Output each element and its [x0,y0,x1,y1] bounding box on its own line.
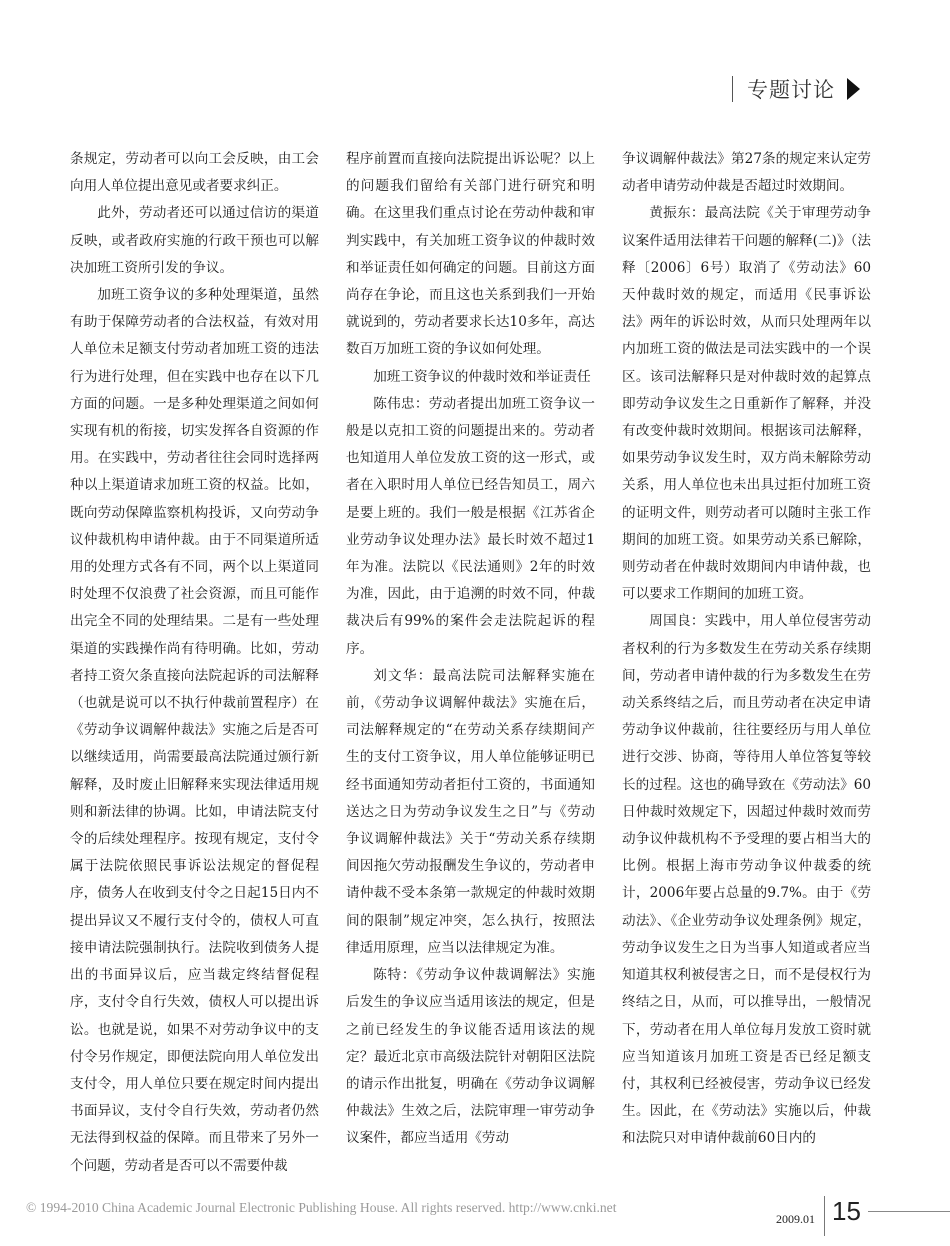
paragraph: 此外，劳动者还可以通过信访的渠道反映，或者政府实施的行政干预也可以解决加班工资所引发的争议。 [70,205,319,276]
paragraph: 周国良：实践中，用人单位侵害劳动者权利的行为多数发生在劳动关系存续期间，劳动者申请仲裁的行为多数发生在劳动关系终结之后，而且劳动者在决定申请劳动争议仲裁前，往往要经历与用人单位进行交涉、协商，等待用人单位答复等较长的过程。这也的确导致在《劳动法》60日仲裁时效规定下，因超过仲裁时效而劳动争议仲裁机构不予受理的要占相当大的比例。根据上海市劳动争议仲裁委的统计，2006年要占总量的9.7%。由于《劳动法》、《企业劳动争议处理条例》规定，劳动争议发生之日为当事人知道或者应当知道其权利被侵害之日，而不是侵权行为终结之日，从而，可以推导出，一般情况下，劳动者在用人单位每月发放工资时就应当知道该月加班工资是否已经足额支付，其权利已经被侵害，劳动争议已经发生。因此，在《劳动法》实施以后，仲裁和法院只对申请仲裁前60日内的 [622,613,871,1147]
text-column-2 [346,146,595,1153]
issue-number: 2009.01 [776,1212,815,1226]
section-header [732,72,932,106]
arrow-right-icon [847,78,860,100]
header-divider [732,76,733,102]
page-footer [0,1192,950,1242]
section-title: 专题讨论 [747,78,835,102]
paragraph: 加班工资争议的多种处理渠道，虽然有助于保障劳动者的合法权益，有效对用人单位未足额支付劳动者加班工资的违法行为进行处理，但在实践中也存在以下几方面的问题。一是多种处理渠道之间如何实现有机的衔接，切实发挥各自资源的作用。在实践中，劳动者往往会同时选择两种以上渠道请求加班工资的权益。比如，既向劳动保障监察机构投诉，又向劳动争议仲裁机构申请仲裁。由于不同渠道所适用的处理方式各有不同，两个以上渠道同时处理不仅浪费了社会资源，而且可能作出完全不同的处理结果。二是有一些处理渠道的实践操作尚有待明确。比如，劳动者持工资欠条直接向法院起诉的司法解释（也就是说可以不执行仲裁前置程序）在《劳动争议调解仲裁法》实施之后是否可以继续适用，尚需要最高法院通过颁行新解释，及时废止旧解释来实现法律适用规则和新法律的协调。比如，申请法院支付令的后续处理程序。按现有规定，支付令属于法院依照民事诉讼法规定的督促程序，债务人在收到支付令之日起15日内不提出异议又不履行支付令的，债权人可直接申请法院强制执行。法院收到债务人提出的书面异议后，应当裁定终结督促程序，支付令自行失效，债权人可以提出诉讼。也就是说，如果不对劳动争议中的支付令另作规定，即便法院向用人单位发出支付令，用人单位只要在规定时间内提出书面异议，支付令自行失效，劳动者仍然无法得到权益的保障。而且带来了另外一个问题，劳动者是否可以不需要仲裁 [70,287,319,1174]
text-column-1 [70,146,319,1180]
paragraph: 刘文华：最高法院司法解释实施在前，《劳动争议调解仲裁法》实施在后，司法解释规定的“在劳动关系存续期间产生的支付工资争议，用人单位能够证明已经书面通知劳动者拒付工资的，书面通知送达之日为劳动争议发生之日”与《劳动争议调解仲裁法》关于“劳动关系存续期间因拖欠劳动报酬发生争议的，劳动者申请仲裁不受本条第一款规定的仲裁时效期间的限制”规定冲突，怎么执行，按照法律适用原理，应当以法律规定为准。 [346,667,595,956]
paragraph: 加班工资争议的仲裁时效和举证责任 [373,368,591,385]
footer-divider [824,1196,825,1236]
paragraph: 条规定，劳动者可以向工会反映，由工会向用人单位提出意见或者要求纠正。 [70,151,319,195]
paragraph: 程序前置而直接向法院提出诉讼呢？以上的问题我们留给有关部门进行研究和明确。在这里我们重点讨论在劳动仲裁和审判实践中，有关加班工资争议的仲裁时效和举证责任如何确定的问题。目前这方面尚存在争论，而且这也关系到我们一开始就说到的，劳动者要求长达10多年，高达数百万加班工资的争议如何处理。 [346,151,595,358]
paragraph: 黄振东：最高法院《关于审理劳动争议案件适用法律若干问题的解释(二)》（法释〔2006〕6号）取消了《劳动法》60天仲裁时效的规定，而适用《民事诉讼法》两年的诉讼时效，从而只处理两年以内加班工资的做法是司法实践中的一个误区。该司法解释只是对仲裁时效的起算点即劳动争议发生之日重新作了解释，并没有改变仲裁时效期间。根据该司法解释，如果劳动争议发生时，双方尚未解除劳动关系，用人单位也未出具过拒付加班工资的证明文件，则劳动者可以随时主张工作期间的加班工资。如果劳动关系已解除，则劳动者在仲裁时效期间内申请仲裁，也可以要求工作期间的加班工资。 [622,205,871,603]
paragraph: 陈特：《劳动争议仲裁调解法》实施后发生的争议应当适用该法的规定，但是之前已经发生的争议能否适用该法的规定？最近北京市高级法院针对朝阳区法院的请示作出批复，明确在《劳动争议调解仲裁法》生效之后，法院审理一审劳动争议案件，都应当适用《劳动 [346,967,595,1147]
page-number: 15 [832,1196,861,1226]
paragraph: 陈伟忠：劳动者提出加班工资争议一般是以克扣工资的问题提出来的。劳动者也知道用人单位发放工资的这一形式，或者在入职时用人单位已经告知员工，周六是要上班的。我们一般是根据《江苏省企业劳动争议处理办法》最长时效不超过1年为准。法院以《民法通则》2年的时效为准，因此，由于追溯的时效不同，仲裁裁决后有99%的案件会走法院起诉的程序。 [346,395,595,657]
text-column-3 [622,146,871,1153]
copyright-notice: © 1994-2010 China Academic Journal Electronic Publishing House. All rights reserved. http://www.cnki.net [26,1200,617,1215]
paragraph: 争议调解仲裁法》第27条的规定来认定劳动者申请劳动仲裁是否超过时效期间。 [622,151,871,195]
footer-rule [868,1211,950,1212]
